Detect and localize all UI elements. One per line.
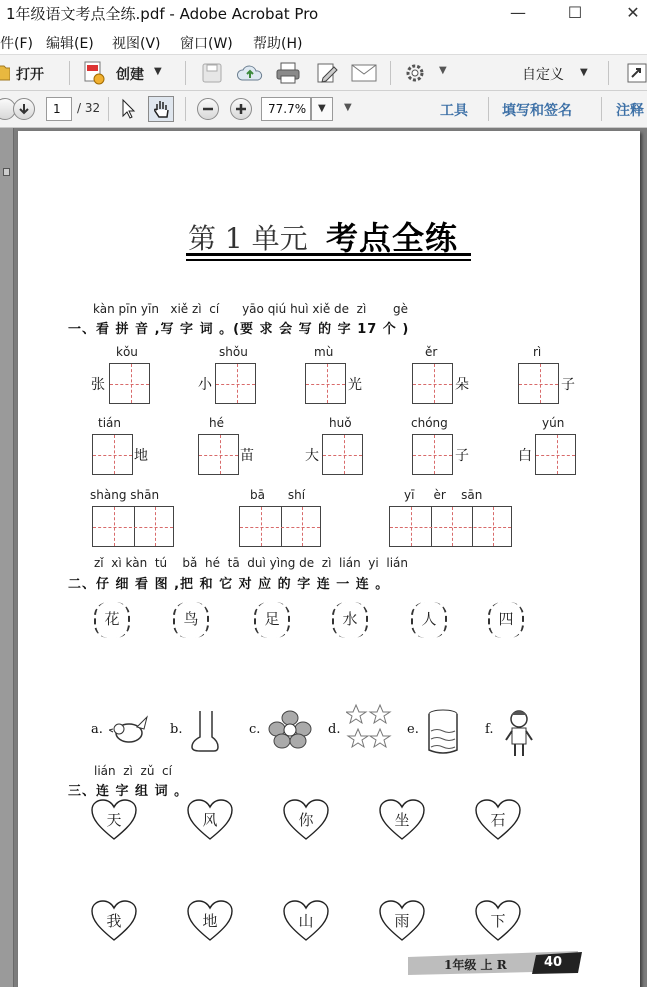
zoom-level-input[interactable]: 77.7% — [261, 97, 311, 121]
word-char: 子 — [561, 377, 575, 393]
edit-icon[interactable] — [315, 61, 339, 85]
unit-title: 第 1 单元 — [188, 222, 308, 255]
writing-grid[interactable] — [518, 363, 559, 404]
tab-tools[interactable]: 工具 — [440, 103, 468, 119]
pinyin-label: huǒ — [329, 416, 352, 430]
customize-label: 自定义 — [522, 67, 564, 83]
grid-guide — [93, 527, 173, 528]
page-total: / 32 — [77, 101, 101, 115]
grid-guide — [519, 384, 558, 385]
pinyin-label: shǒu — [219, 345, 248, 359]
flower-icon[interactable] — [267, 709, 313, 753]
menu-window[interactable]: 窗口(W) — [180, 36, 233, 52]
writing-grid[interactable] — [239, 506, 321, 547]
open-label: 打开 — [16, 67, 44, 83]
chevron-down-icon: ▼ — [580, 67, 588, 78]
nav-options-icon[interactable]: ▼ — [344, 102, 352, 113]
toolbar-divider — [185, 97, 186, 121]
word-char: 白 — [518, 448, 532, 464]
pinyin-label: bā shí — [250, 488, 306, 502]
writing-grid[interactable] — [535, 434, 576, 475]
writing-grid[interactable] — [215, 363, 256, 404]
heart-char-card[interactable] — [187, 900, 233, 942]
close-button[interactable]: ✕ — [626, 3, 640, 22]
heart-char-card[interactable] — [91, 900, 137, 942]
plus-icon — [235, 103, 247, 115]
pinyin-label: shàng shān — [90, 488, 160, 502]
pinyin-label: mù — [314, 345, 334, 359]
pinyin-label: ěr — [425, 345, 438, 359]
title-bar — [0, 0, 647, 28]
upload-cloud-icon[interactable] — [236, 62, 264, 84]
grid-guide — [199, 455, 238, 456]
picture-label: e. — [407, 722, 419, 737]
grid-guide — [323, 455, 362, 456]
maximize-button[interactable]: ☐ — [567, 3, 583, 22]
picture-label: d. — [328, 722, 341, 737]
stars-icon[interactable] — [346, 703, 394, 755]
match-char[interactable]: 人 — [411, 602, 447, 638]
arrow-down-icon — [18, 103, 30, 115]
title-underline — [186, 253, 471, 261]
writing-grid[interactable] — [198, 434, 239, 475]
menu-bar — [0, 28, 647, 55]
create-pdf-icon — [82, 61, 106, 85]
zoom-out-button[interactable] — [197, 98, 219, 120]
open-button[interactable] — [0, 61, 62, 85]
grid-guide — [93, 455, 132, 456]
writing-grid[interactable] — [305, 363, 346, 404]
toolbar-divider — [488, 97, 489, 121]
menu-edit[interactable]: 编辑(E) — [46, 36, 94, 52]
tab-comment[interactable]: 注释 — [616, 103, 644, 119]
heart-char: 你 — [298, 811, 314, 829]
word-char: 光 — [348, 377, 362, 393]
picture-label: a. — [91, 722, 103, 737]
word-char: 苗 — [240, 448, 254, 464]
writing-grid[interactable] — [412, 434, 453, 475]
page-number-input[interactable]: 1 — [46, 97, 72, 121]
toolbar-divider — [608, 61, 609, 85]
navigation-toolbar — [0, 91, 647, 128]
match-char[interactable]: 四 — [488, 602, 524, 638]
heart-char-card[interactable] — [283, 900, 329, 942]
heart-char-card[interactable] — [379, 799, 425, 841]
window-title: 1年级语文考点全练.pdf - Adobe Acrobat Pro — [6, 5, 319, 23]
navigation-pane-toggle[interactable] — [0, 128, 14, 987]
heart-char-card[interactable] — [187, 799, 233, 841]
menu-view[interactable]: 视图(V) — [112, 36, 161, 52]
picture-label: c. — [249, 722, 261, 737]
heart-char: 石 — [490, 811, 506, 829]
chevron-down-icon: ▼ — [318, 103, 326, 114]
q1-pinyin: kàn pīn yīn xiě zì cí yāo qiú huì xiě de zì gè — [93, 302, 409, 316]
q3-title: 三、连 字 组 词 。 — [68, 784, 189, 799]
page-footer — [408, 949, 588, 977]
grid-guide — [110, 384, 149, 385]
match-char[interactable]: 水 — [332, 602, 368, 638]
footer-grade: 1年级 上 R — [444, 958, 507, 972]
heart-char-card[interactable] — [91, 799, 137, 841]
match-char[interactable]: 足 — [254, 602, 290, 638]
pinyin-label: yī èr sān — [404, 488, 483, 502]
main-toolbar — [0, 55, 647, 91]
writing-grid[interactable] — [412, 363, 453, 404]
grid-guide — [413, 455, 452, 456]
unit-title-bold: 考点全练 — [326, 219, 459, 257]
heart-char: 雨 — [394, 912, 410, 930]
heart-char-card[interactable] — [283, 799, 329, 841]
menu-file[interactable]: 件(F) — [0, 36, 33, 52]
pane-handle-icon — [3, 168, 10, 176]
word-char: 张 — [91, 377, 105, 393]
save-icon[interactable] — [201, 62, 223, 84]
pinyin-label: tián — [98, 416, 121, 430]
customize-dropdown[interactable] — [520, 61, 592, 85]
writing-grid[interactable] — [389, 506, 512, 547]
print-icon[interactable] — [275, 61, 301, 85]
word-char: 大 — [305, 448, 319, 464]
pinyin-label: chóng — [411, 416, 448, 430]
pinyin-label: hé — [209, 416, 224, 430]
q1-title: 一、看 拼 音 ,写 字 词 。(要 求 会 写 的 字 17 个 ) — [68, 322, 410, 337]
create-button[interactable] — [82, 60, 168, 86]
heart-char: 天 — [106, 811, 122, 829]
open-folder-icon — [0, 62, 10, 82]
heart-char: 山 — [298, 912, 314, 930]
tab-fill-sign[interactable]: 填写和签名 — [502, 103, 572, 119]
footer-page-number: 40 — [544, 955, 563, 970]
zoom-in-button[interactable] — [230, 98, 252, 120]
grid-guide — [413, 384, 452, 385]
writing-grid[interactable] — [322, 434, 363, 475]
water-glass-icon[interactable] — [425, 709, 461, 761]
heart-char: 下 — [490, 912, 506, 930]
picture-label: f. — [485, 722, 494, 737]
q2-title: 二、仔 细 看 图 ,把 和 它 对 应 的 字 连 一 连 。 — [68, 577, 390, 592]
minus-icon — [202, 103, 214, 115]
create-label: 创建 — [116, 67, 144, 83]
next-page-button[interactable] — [13, 98, 35, 120]
bird-icon[interactable] — [109, 709, 151, 753]
writing-grid[interactable] — [92, 434, 133, 475]
toolbar-divider — [69, 61, 70, 85]
person-icon[interactable] — [503, 709, 535, 763]
heart-char-card[interactable] — [475, 900, 521, 942]
word-char: 小 — [198, 377, 212, 393]
grid-guide — [216, 384, 255, 385]
picture-label: b. — [170, 722, 183, 737]
match-char[interactable]: 花 — [94, 602, 130, 638]
hand-tool-button[interactable] — [148, 96, 174, 122]
grid-guide — [536, 455, 575, 456]
toolbar-divider — [390, 61, 391, 85]
word-char: 地 — [134, 448, 148, 464]
q3-pinyin: lián zì zǔ cí — [94, 764, 172, 778]
expand-icon[interactable] — [626, 62, 647, 84]
pdf-page — [18, 131, 640, 987]
heart-char-card[interactable] — [379, 900, 425, 942]
grid-guide — [306, 384, 345, 385]
grid-guide — [390, 527, 511, 528]
pinyin-label: kǒu — [116, 345, 138, 359]
toolbar-options-icon[interactable]: ▼ — [439, 65, 447, 76]
heart-char-card[interactable] — [475, 799, 521, 841]
word-char: 朵 — [455, 377, 469, 393]
menu-help[interactable]: 帮助(H) — [253, 36, 303, 52]
toolbar-divider — [108, 97, 109, 121]
heart-char: 地 — [202, 912, 218, 930]
settings-icon[interactable] — [404, 62, 426, 84]
select-cursor-icon[interactable] — [120, 98, 140, 120]
chevron-down-icon: ▼ — [154, 66, 162, 77]
email-icon[interactable] — [351, 63, 377, 83]
match-char[interactable]: 鸟 — [173, 602, 209, 638]
pinyin-label: rì — [533, 345, 542, 359]
writing-grid[interactable] — [92, 506, 174, 547]
toolbar-divider — [601, 97, 602, 121]
zoom-dropdown-button[interactable] — [311, 97, 333, 121]
heart-char: 我 — [106, 912, 122, 930]
q2-pinyin: zǐ xì kàn tú bǎ hé tā duì yìng de zì lián yi lián — [94, 556, 408, 570]
pinyin-label: yún — [542, 416, 565, 430]
foot-icon[interactable] — [188, 709, 220, 757]
heart-char: 风 — [202, 811, 218, 829]
grid-guide — [240, 527, 320, 528]
toolbar-divider — [185, 61, 186, 85]
word-char: 子 — [455, 448, 469, 464]
minimize-button[interactable]: — — [510, 3, 526, 22]
writing-grid[interactable] — [109, 363, 150, 404]
hand-icon — [152, 99, 172, 119]
heart-char: 坐 — [394, 811, 410, 829]
